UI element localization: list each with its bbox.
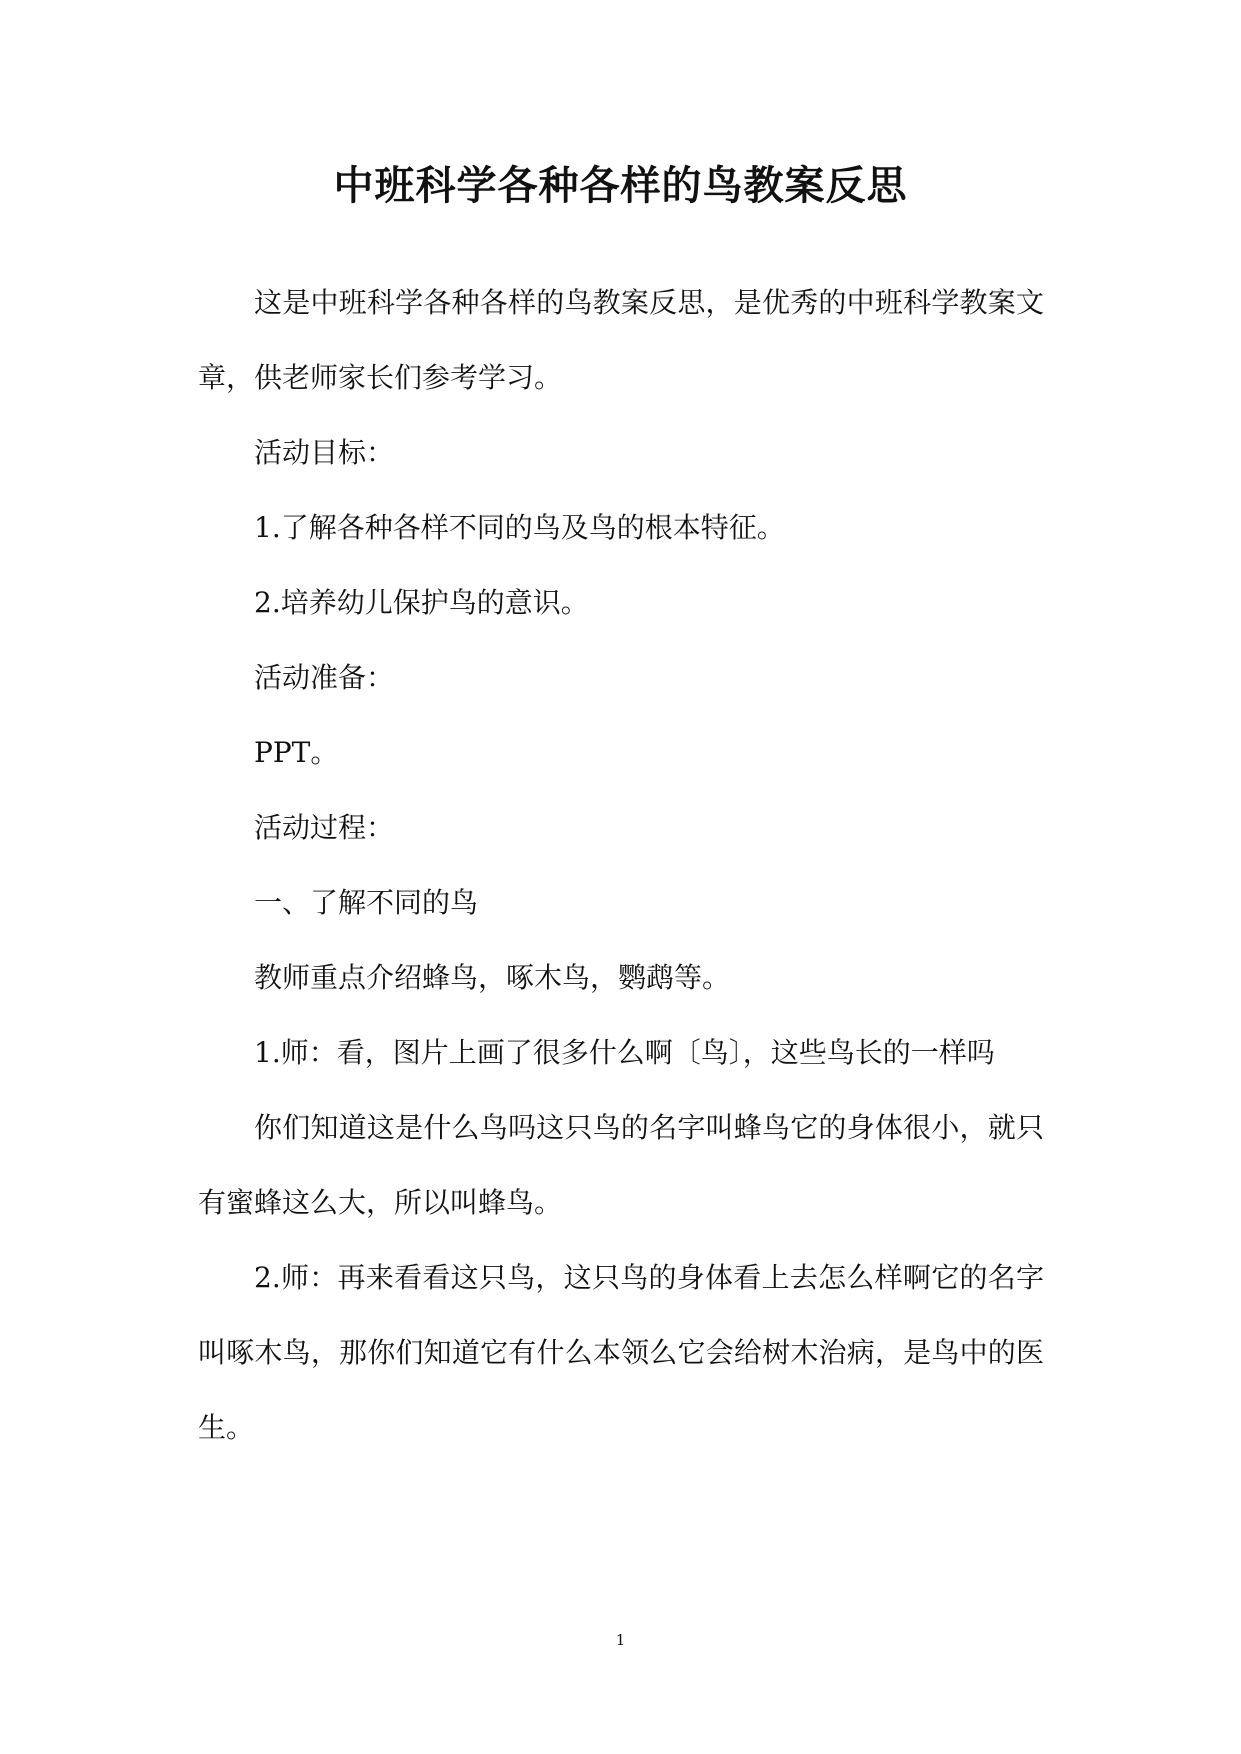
paragraph-intro: 这是中班科学各种各样的鸟教案反思，是优秀的中班科学教案文章，供老师家长们参考学习。 [198, 286, 1044, 394]
process-section-1: 一、了解不同的鸟 [254, 886, 479, 919]
paragraph-step-2: 2.师：再来看看这只鸟，这只鸟的身体看上去怎么样啊它的名字叫啄木鸟，那你们知道它有什么本领么它会给树木治病，是鸟中的医生。 [198, 1261, 1044, 1444]
goal-item-2: 2.培养幼儿保护鸟的意识。 [254, 586, 589, 619]
heading-activity-preparation: 活动准备： [254, 661, 395, 694]
heading-activity-process: 活动过程： [254, 811, 395, 844]
document-title: 中班科学各种各样的鸟教案反思 [333, 163, 908, 209]
page-number: 1 [615, 1631, 626, 1649]
goal-item-1: 1.了解各种各样不同的鸟及鸟的根本特征。 [254, 511, 785, 544]
paragraph-hummingbird: 你们知道这是什么鸟吗这只鸟的名字叫蜂鸟它的身体很小，就只有蜜蜂这么大，所以叫蜂鸟。 [198, 1111, 1044, 1219]
heading-activity-goals: 活动目标： [254, 436, 395, 469]
paragraph-step-1: 1.师：看，图片上画了很多什么啊〔鸟〕，这些鸟长的一样吗 [254, 1036, 995, 1069]
paragraph-teacher-intro: 教师重点介绍蜂鸟，啄木鸟，鹦鹉等。 [254, 961, 731, 994]
document-body [198, 265, 1044, 1465]
preparation-item: PPT。 [254, 736, 339, 769]
